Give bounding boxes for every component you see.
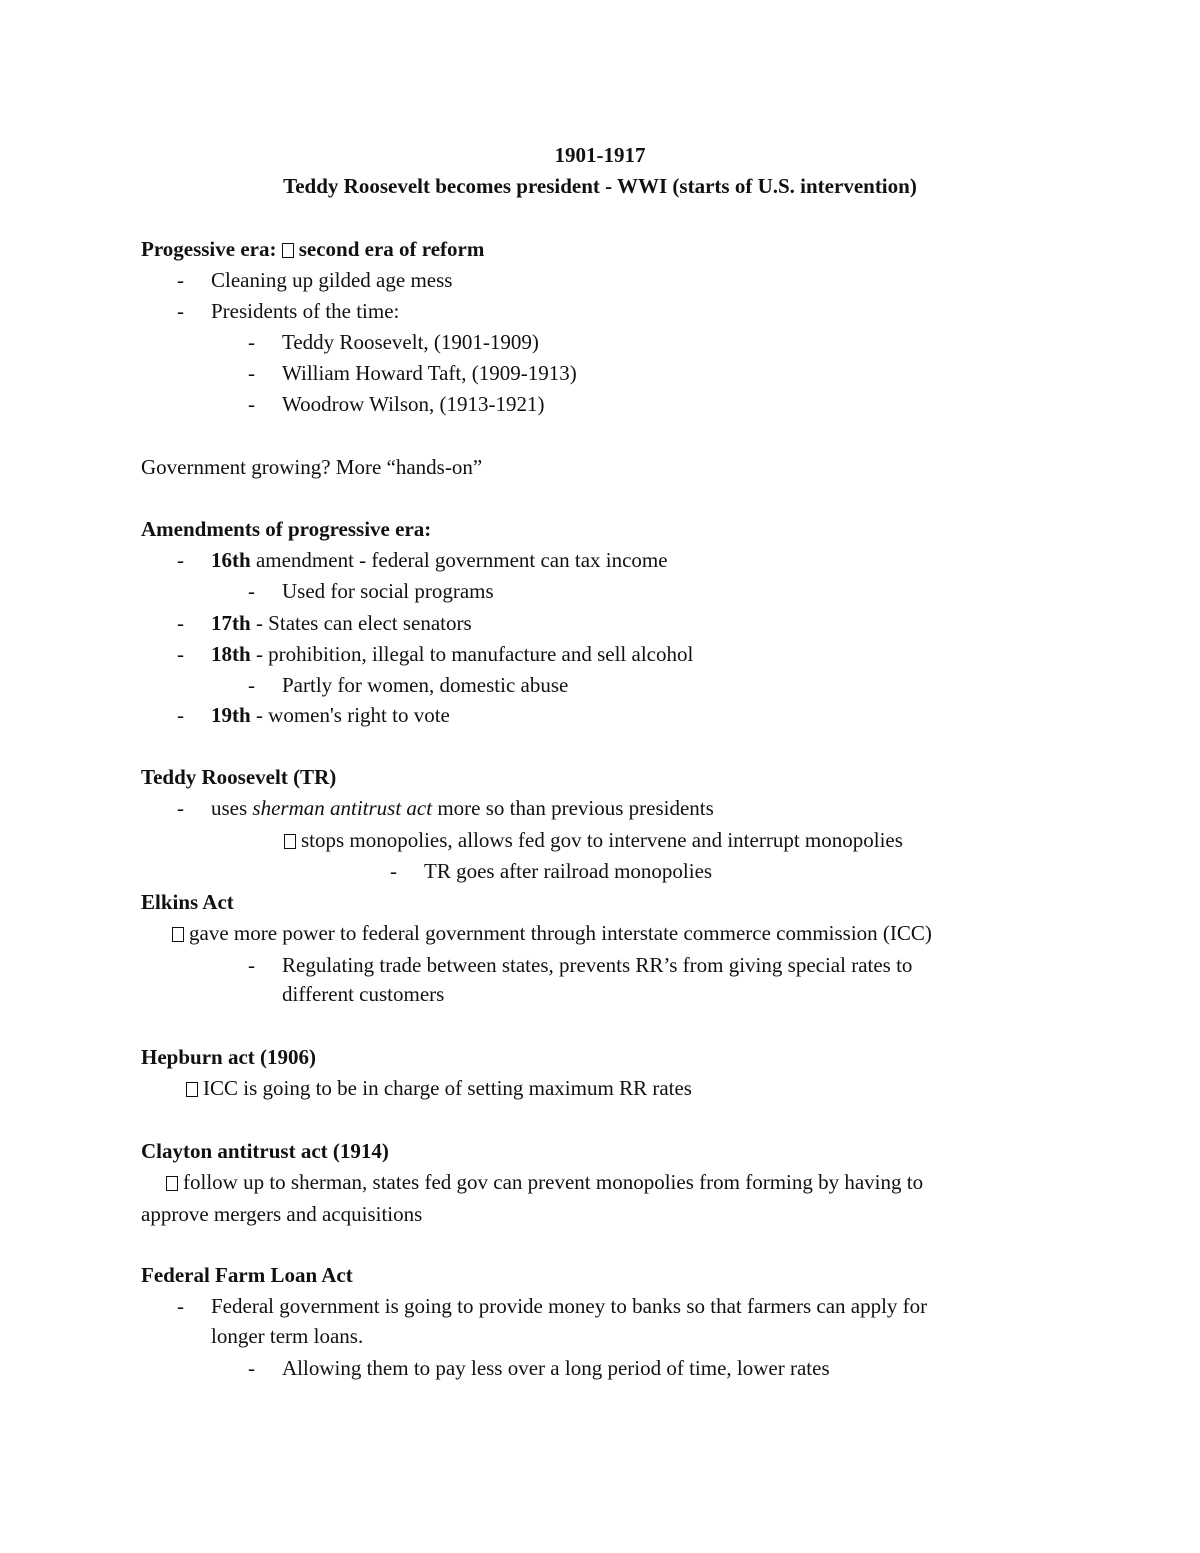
clayton-text: follow up to sherman, states fed gov can prevent monopolies from forming by having to (183, 1170, 924, 1194)
amendment-number: 17th (211, 611, 251, 635)
list-item (211, 641, 693, 667)
list-item: Teddy Roosevelt, (1901-1909) (282, 330, 539, 354)
clayton-heading: Clayton antitrust act (1914) (141, 1139, 389, 1163)
bullet-dash: - (248, 392, 255, 416)
bullet-dash: - (177, 548, 184, 572)
amendments-heading: Amendments of progressive era: (141, 517, 432, 541)
clayton-line (166, 1169, 923, 1195)
sherman-act-italic: sherman antitrust act (252, 796, 433, 820)
bullet-dash: - (248, 1356, 255, 1380)
list-item: Presidents of the time: (211, 299, 400, 323)
list-item-continuation: different customers (282, 982, 445, 1006)
farm-heading: Federal Farm Loan Act (141, 1263, 353, 1287)
bullet-dash: - (177, 642, 184, 666)
arrow-box-icon (282, 243, 294, 258)
list-item (211, 795, 714, 821)
list-item (211, 702, 450, 728)
list-item (211, 610, 472, 636)
list-item: Allowing them to pay less over a long period of time, lower rates (282, 1356, 830, 1380)
government-line: Government growing? More “hands-on” (141, 455, 483, 479)
elkins-line (172, 920, 932, 946)
bullet-dash: - (248, 673, 255, 697)
years-title: 1901-1917 (554, 143, 646, 167)
list-item: TR goes after railroad monopolies (424, 859, 713, 883)
amendment-text: amendment - federal government can tax income (250, 548, 668, 572)
amendment-text: - women's right to vote (250, 703, 450, 727)
bullet-dash: - (177, 299, 184, 323)
arrow-box-icon (284, 834, 296, 849)
bullet-dash: - (248, 579, 255, 603)
arrow-box-icon (186, 1082, 198, 1097)
bullet-dash: - (177, 1294, 184, 1318)
clayton-line-2: approve mergers and acquisitions (141, 1202, 423, 1226)
list-item (211, 547, 668, 573)
amendment-number: 19th (211, 703, 251, 727)
amendment-number: 18th (211, 642, 251, 666)
bullet-dash: - (177, 268, 184, 292)
bullet-dash: - (390, 859, 397, 883)
bullet-dash: - (248, 330, 255, 354)
amendment-number: 16th (211, 548, 251, 572)
list-item: William Howard Taft, (1909-1913) (282, 361, 577, 385)
progressive-heading-label: Progessive era: (141, 237, 277, 261)
progressive-heading-sub: second era of reform (298, 237, 485, 261)
bullet-dash: - (177, 611, 184, 635)
list-item: Partly for women, domestic abuse (282, 673, 569, 697)
elkins-text: gave more power to federal government through interstate commerce commission (ICC) (189, 921, 932, 945)
tr-uses-text: uses (211, 796, 253, 820)
arrow-box-icon (172, 927, 184, 942)
subtitle: Teddy Roosevelt becomes president - WWI (starts of U.S. intervention) (283, 174, 917, 198)
tr-uses-text-end: more so than previous presidents (432, 796, 714, 820)
amendment-text: - prohibition, illegal to manufacture and sell alcohol (250, 642, 694, 666)
bullet-dash: - (248, 953, 255, 977)
list-item: Used for social programs (282, 579, 494, 603)
list-item: Federal government is going to provide money to banks so that farmers can apply for (211, 1294, 928, 1318)
elkins-heading: Elkins Act (141, 890, 234, 914)
tr-stops-line (284, 827, 903, 853)
bullet-dash: - (248, 361, 255, 385)
list-item-continuation: longer term loans. (211, 1324, 364, 1348)
hepburn-text: ICC is going to be in charge of setting maximum RR rates (203, 1076, 692, 1100)
hepburn-line (186, 1075, 692, 1101)
hepburn-heading: Hepburn act (1906) (141, 1045, 316, 1069)
progressive-heading (141, 236, 484, 262)
bullet-dash: - (177, 703, 184, 727)
tr-stops-text: stops monopolies, allows fed gov to intervene and interrupt monopolies (301, 828, 903, 852)
tr-heading: Teddy Roosevelt (TR) (141, 765, 337, 789)
list-item: Woodrow Wilson, (1913-1921) (282, 392, 545, 416)
arrow-box-icon (166, 1176, 178, 1191)
list-item: Cleaning up gilded age mess (211, 268, 453, 292)
amendment-text: - States can elect senators (250, 611, 472, 635)
bullet-dash: - (177, 796, 184, 820)
list-item: Regulating trade between states, prevents RR’s from giving special rates to (282, 953, 913, 977)
